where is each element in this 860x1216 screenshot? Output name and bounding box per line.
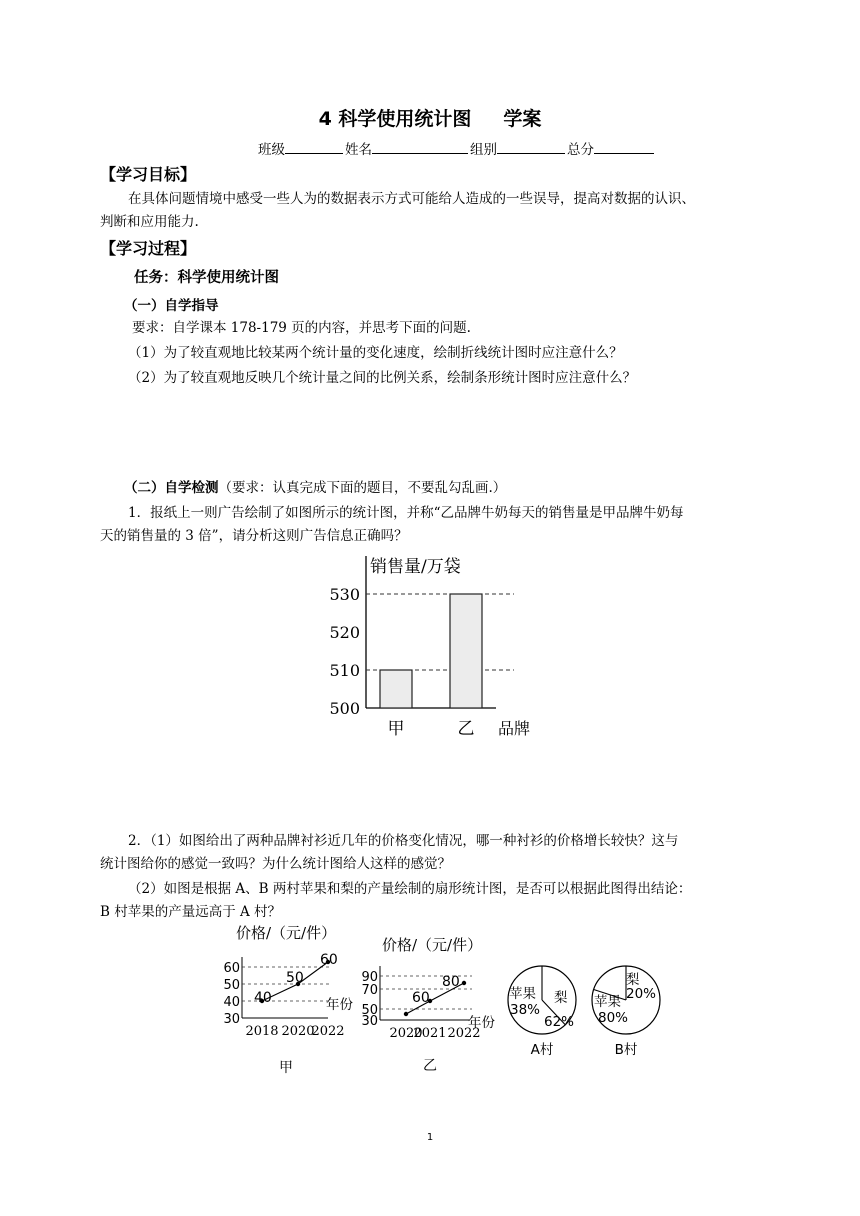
- problem-2-line-3: （2）如图是根据 A、B 两村苹果和梨的产量绘制的扇形统计图，是否可以根据此图得出结论：: [128, 881, 692, 897]
- x-tick-label: 2021: [413, 1026, 447, 1041]
- task-heading: 任务：科学使用统计图: [134, 270, 279, 286]
- slice-label: 梨: [626, 972, 640, 988]
- x-axis-label: 品牌: [498, 719, 531, 738]
- pie-caption: B村: [614, 1042, 638, 1058]
- chart-title: 价格/（元/件）: [382, 936, 483, 954]
- x-axis-label: 年份: [468, 1015, 495, 1031]
- shirt-price-chart-yi: [358, 932, 508, 1082]
- group-label: 组别: [470, 142, 497, 158]
- guide-question-1: （1）为了较直观地比较某两个统计量的变化速度，绘制折线统计图时应注意什么？: [128, 345, 623, 361]
- x-tick-label: 2022: [311, 1024, 345, 1039]
- slice-percent: 20%: [626, 986, 657, 1002]
- slice-label: 苹果: [594, 994, 621, 1010]
- name-blank[interactable]: [372, 139, 468, 154]
- point-label: 80: [442, 974, 460, 990]
- problem-2-line-2: 统计图给你的感觉一致吗？为什么统计图给人这样的感觉？: [100, 856, 451, 872]
- y-tick-label: 520: [329, 623, 360, 642]
- y-tick-label: 40: [223, 995, 240, 1010]
- score-blank[interactable]: [594, 139, 654, 154]
- y-tick-label: 50: [361, 1003, 378, 1018]
- name-label: 姓名: [345, 142, 372, 158]
- check-line: [124, 477, 506, 500]
- y-tick-label: 500: [329, 699, 360, 718]
- village-a-pie-chart: [504, 962, 590, 1062]
- y-tick-label: 530: [329, 585, 360, 604]
- data-point: [462, 981, 466, 985]
- pie-caption: A村: [530, 1042, 554, 1058]
- x-tick-label: 2018: [245, 1024, 279, 1039]
- process-heading: 【学习过程】: [100, 239, 197, 258]
- point-label: 60: [412, 990, 430, 1006]
- bar-jia: [380, 670, 412, 708]
- problem-2-line-1: 2．（1）如图给出了两种品牌衬衫近几年的价格变化情况，哪一种衬衫的价格增长较快？这与: [128, 833, 679, 849]
- x-category-label: 乙: [457, 719, 475, 738]
- problem-2-line-4: B 村苹果的产量远高于 A 村？: [100, 904, 282, 920]
- slice-percent: 62%: [544, 1014, 575, 1030]
- y-tick-label: 70: [361, 983, 378, 998]
- chart-title: 价格/（元/件）: [236, 924, 337, 942]
- title-main: 4 科学使用统计图: [318, 108, 472, 130]
- y-tick-label: 50: [223, 978, 240, 993]
- y-axis-label: 销售量/万袋: [370, 557, 461, 577]
- y-tick-label: 60: [223, 961, 240, 976]
- x-category-label: 甲: [387, 719, 405, 738]
- point-label: 60: [320, 952, 338, 968]
- y-tick-label: 510: [329, 661, 360, 680]
- page-title: [0, 104, 860, 131]
- problem-1-line-1: 1．报纸上一则广告绘制了如图所示的统计图，并称“乙品牌牛奶每天的销售量是甲品牌牛奶每: [128, 505, 684, 521]
- x-tick-label: 2022: [447, 1026, 481, 1041]
- shirt-price-chart-jia: [210, 922, 370, 1082]
- page-number: 1: [426, 1132, 434, 1143]
- point-label: 50: [286, 970, 304, 986]
- check-note: （要求：认真完成下面的题目，不要乱勾乱画.）: [218, 480, 507, 496]
- slice-label: 梨: [554, 990, 568, 1006]
- x-tick-label: 2020: [389, 1026, 423, 1041]
- goal-line-1: 在具体问题情境中感受一些人为的数据表示方式可能给人造成的一些误导，提高对数据的认识、: [128, 191, 695, 207]
- sales-bar-chart: [318, 548, 548, 738]
- data-point: [404, 1012, 408, 1016]
- slice-label: 苹果: [509, 986, 536, 1002]
- guide-heading: （一）自学指导: [124, 298, 219, 314]
- y-tick-label: 90: [361, 970, 378, 985]
- bar-yi: [450, 594, 482, 708]
- slice-percent: 38%: [510, 1002, 541, 1018]
- x-axis-label: 年份: [326, 997, 353, 1013]
- chart-caption: 乙: [423, 1058, 437, 1074]
- chart-caption: 甲: [279, 1060, 293, 1076]
- class-blank[interactable]: [285, 139, 343, 154]
- goal-heading: 【学习目标】: [100, 165, 197, 184]
- guide-requirement: 要求：自学课本 178-179 页的内容，并思考下面的问题.: [132, 320, 471, 336]
- score-label: 总分: [567, 142, 594, 158]
- problem-1-line-2: 天的销售量的 3 倍”，请分析这则广告信息正确吗？: [100, 528, 408, 544]
- point-label: 40: [254, 990, 272, 1006]
- x-tick-label: 2020: [281, 1024, 315, 1039]
- village-b-pie-chart: [588, 962, 674, 1062]
- check-heading: （二）自学检测: [124, 480, 219, 496]
- title-suffix: 学案: [503, 108, 542, 130]
- y-tick-label: 30: [223, 1012, 240, 1027]
- y-tick-label: 30: [361, 1014, 378, 1029]
- goal-line-2: 判断和应用能力.: [100, 214, 199, 230]
- group-blank[interactable]: [497, 139, 565, 154]
- student-info-fields: [258, 138, 656, 158]
- class-label: 班级: [258, 142, 285, 158]
- slice-percent: 80%: [598, 1010, 629, 1026]
- guide-question-2: （2）为了较直观地反映几个统计量之间的比例关系，绘制条形统计图时应注意什么？: [128, 370, 637, 386]
